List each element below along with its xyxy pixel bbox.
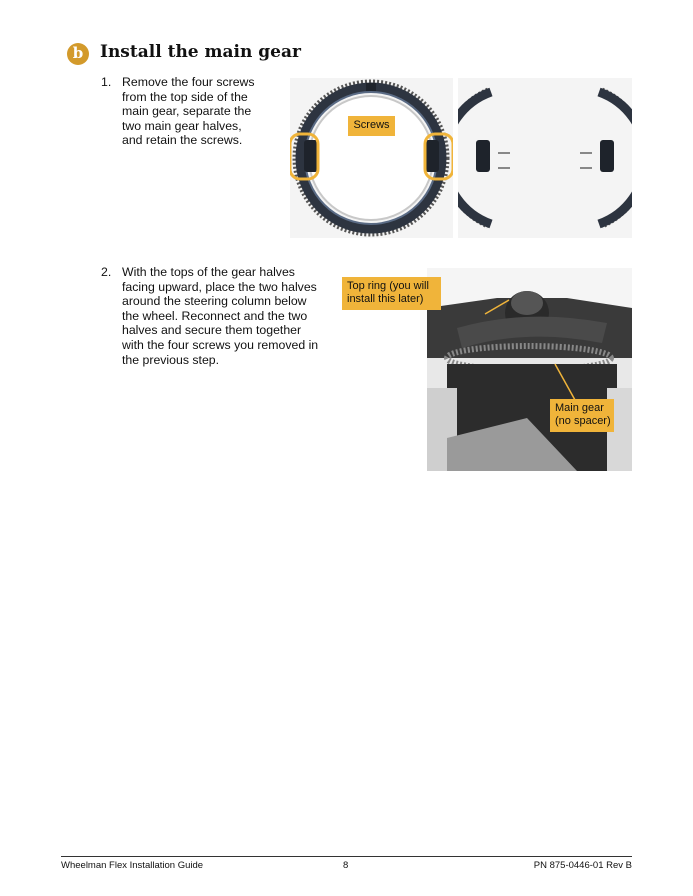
step-number: 2. bbox=[101, 265, 112, 279]
step-line: main gear, separate the bbox=[122, 104, 252, 119]
step-line: Remove the four screws bbox=[122, 75, 255, 89]
gear-ring-image bbox=[290, 78, 453, 238]
screws-callout: Screws bbox=[348, 116, 395, 136]
gear-halves-image bbox=[458, 78, 632, 238]
separated-gear-photo bbox=[458, 78, 632, 238]
section-title: Install the main gear bbox=[100, 42, 301, 62]
step-text bbox=[122, 75, 255, 148]
footer-page-number: 8 bbox=[343, 860, 349, 871]
steering-column-photo bbox=[427, 268, 632, 471]
step-line: the previous step. bbox=[122, 352, 220, 367]
step-line: With the tops of the gear halves bbox=[122, 265, 295, 279]
steering-column-image bbox=[427, 268, 632, 471]
step-text bbox=[122, 265, 318, 367]
step-line: from the top side of the bbox=[122, 89, 248, 104]
footer-document-title: Wheelman Flex Installation Guide bbox=[61, 860, 204, 871]
step-line: halves and secure them together bbox=[122, 323, 302, 338]
step-line: and retain the screws. bbox=[122, 133, 243, 148]
top-ring-callout: Top ring (you will install this later) bbox=[342, 277, 441, 310]
step-number: 1. bbox=[101, 75, 112, 89]
step-line: facing upward, place the two halves bbox=[122, 279, 317, 294]
step-line: with the four screws you removed in bbox=[122, 337, 319, 352]
footer-rule bbox=[61, 856, 632, 857]
step-line: around the steering column below bbox=[122, 294, 307, 309]
step-line: two main gear halves, bbox=[122, 118, 242, 133]
step-line: the wheel. Reconnect and the two bbox=[122, 308, 308, 323]
assembled-gear-photo bbox=[290, 78, 453, 238]
section-badge: b bbox=[67, 43, 89, 65]
main-gear-callout: Main gear (no spacer) bbox=[550, 399, 614, 432]
footer-part-number: PN 875-0446-01 Rev B bbox=[533, 860, 632, 871]
